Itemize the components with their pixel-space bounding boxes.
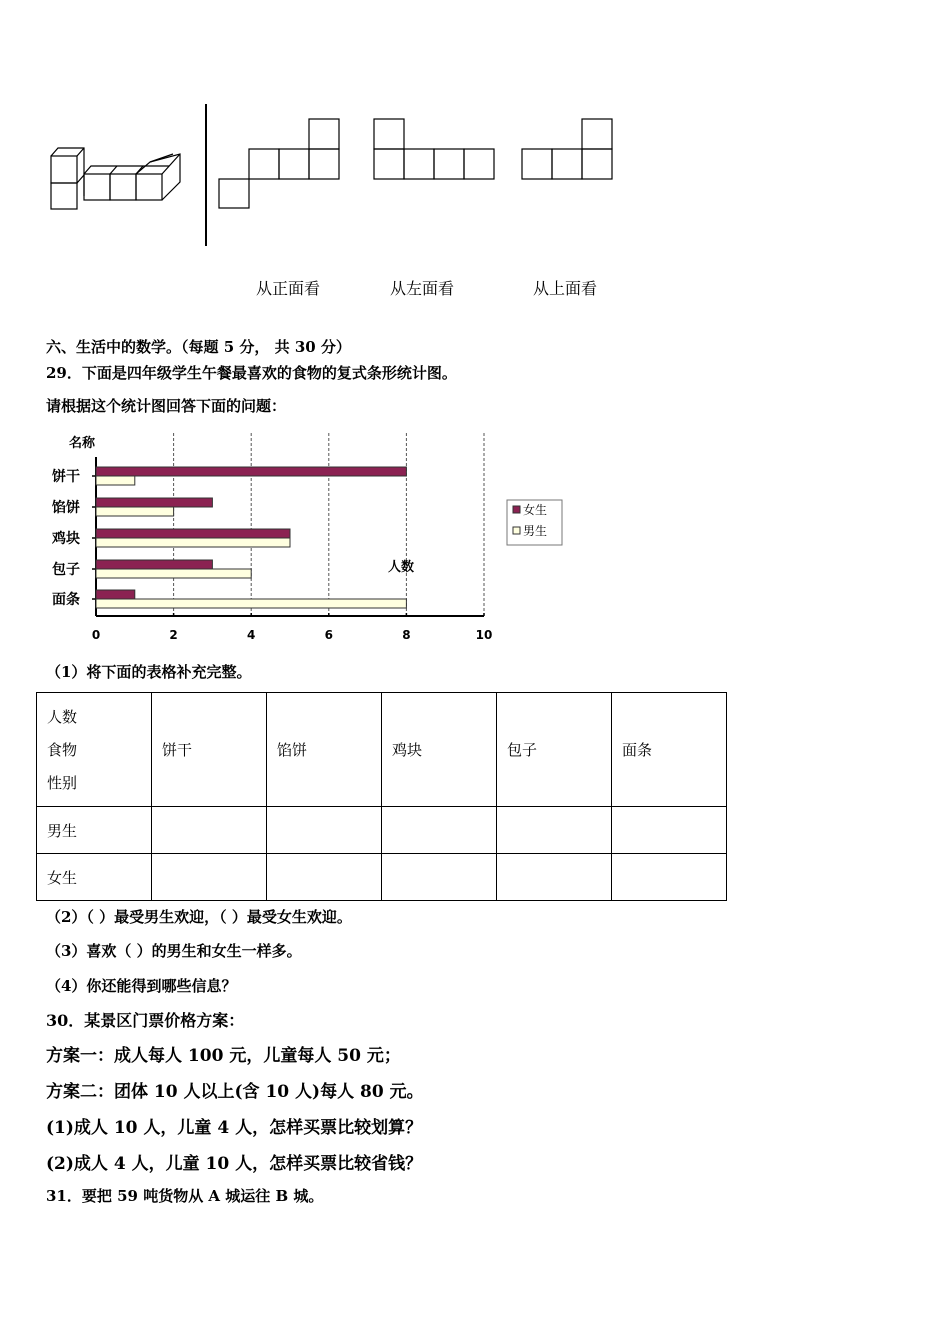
- row-header-boys: 男生: [37, 807, 152, 854]
- x-tick-label: 6: [324, 628, 333, 642]
- bar: [96, 529, 290, 538]
- answer-cell[interactable]: [267, 807, 382, 854]
- top-view-label: 从上面看: [533, 279, 598, 298]
- answer-cell[interactable]: [152, 807, 267, 854]
- answer-cell[interactable]: [497, 854, 612, 901]
- header-line-count: 人数: [47, 708, 78, 726]
- x-tick-label: 8: [402, 628, 411, 642]
- answer-cell[interactable]: [382, 854, 497, 901]
- legend-label: 男生: [523, 524, 548, 538]
- bar: [96, 560, 212, 569]
- bar: [96, 476, 135, 485]
- legend-swatch: [513, 506, 520, 513]
- bar: [96, 507, 174, 516]
- x-tick-label: 2: [169, 628, 178, 642]
- food-bar-chart: [40, 425, 580, 655]
- column-header: 包子: [497, 693, 612, 807]
- answer-cell[interactable]: [497, 807, 612, 854]
- value-axis-label: 人数: [388, 560, 415, 575]
- bar: [96, 590, 135, 599]
- bar: [96, 498, 212, 507]
- question-29-instruction: 请根据这个统计图回答下面的问题：: [46, 397, 287, 415]
- question-30-plan-1: 方案一：成人每人 100 元，儿童每人 50 元；: [46, 1046, 401, 1066]
- category-label: 包子: [52, 562, 80, 578]
- answer-cell[interactable]: [382, 807, 497, 854]
- category-label: 面条: [52, 592, 80, 608]
- question-29-part-2: （2）（ ）最受男生欢迎，（ ）最受女生欢迎。: [46, 908, 352, 926]
- column-header: 饼干: [152, 693, 267, 807]
- question-30-plan-2: 方案二：团体 10 人以上(含 10 人)每人 80 元。: [46, 1082, 424, 1102]
- front-view-label: 从正面看: [256, 279, 321, 298]
- x-tick-label: 4: [247, 628, 256, 642]
- row-header-girls: 女生: [37, 854, 152, 901]
- answer-table: [36, 692, 727, 901]
- bar: [96, 599, 406, 608]
- category-label: 鸡块: [52, 531, 80, 547]
- bar: [96, 538, 290, 547]
- legend-swatch: [513, 527, 520, 534]
- column-header: 馅饼: [267, 693, 382, 807]
- bar: [96, 569, 251, 578]
- category-axis-label: 名称: [69, 436, 96, 451]
- header-line-food: 食物: [47, 741, 78, 759]
- question-31-title: 31．要把 59 吨货物从 A 城运往 B 城。: [46, 1187, 324, 1205]
- answer-cell[interactable]: [267, 854, 382, 901]
- divider-line: [205, 104, 207, 246]
- x-tick-label: 10: [475, 628, 493, 642]
- legend-label: 女生: [523, 503, 548, 517]
- category-label: 饼干: [52, 469, 80, 485]
- question-30-sub-2: (2)成人 4 人，儿童 10 人，怎样买票比较省钱？: [46, 1154, 423, 1174]
- question-30-title: 30．某景区门票价格方案：: [46, 1011, 245, 1030]
- answer-cell[interactable]: [612, 807, 727, 854]
- left-view-figure: [373, 118, 497, 180]
- bar: [96, 467, 406, 476]
- question-29-part-1: （1）将下面的表格补充完整。: [46, 663, 252, 681]
- front-view-figure: [218, 118, 342, 210]
- column-header: 面条: [612, 693, 727, 807]
- top-view-figure: [521, 118, 615, 180]
- cube-figure-3d: [40, 140, 190, 220]
- question-29-title: 29．下面是四年级学生午餐最喜欢的食物的复式条形统计图。: [46, 364, 457, 382]
- question-29-part-4: （4）你还能得到哪些信息？: [46, 977, 237, 995]
- answer-cell[interactable]: [612, 854, 727, 901]
- left-view-label: 从左面看: [390, 279, 455, 298]
- category-label: 馅饼: [52, 500, 80, 516]
- table-corner-header: [37, 693, 152, 807]
- section-heading: 六、生活中的数学。（每题 5 分， 共 30 分）: [46, 338, 351, 356]
- header-line-gender: 性别: [47, 774, 78, 792]
- column-header: 鸡块: [382, 693, 497, 807]
- x-tick-label: 0: [91, 628, 101, 642]
- question-29-part-3: （3）喜欢（ ）的男生和女生一样多。: [46, 942, 302, 960]
- question-30-sub-1: (1)成人 10 人，儿童 4 人，怎样买票比较划算？: [46, 1118, 423, 1138]
- answer-cell[interactable]: [152, 854, 267, 901]
